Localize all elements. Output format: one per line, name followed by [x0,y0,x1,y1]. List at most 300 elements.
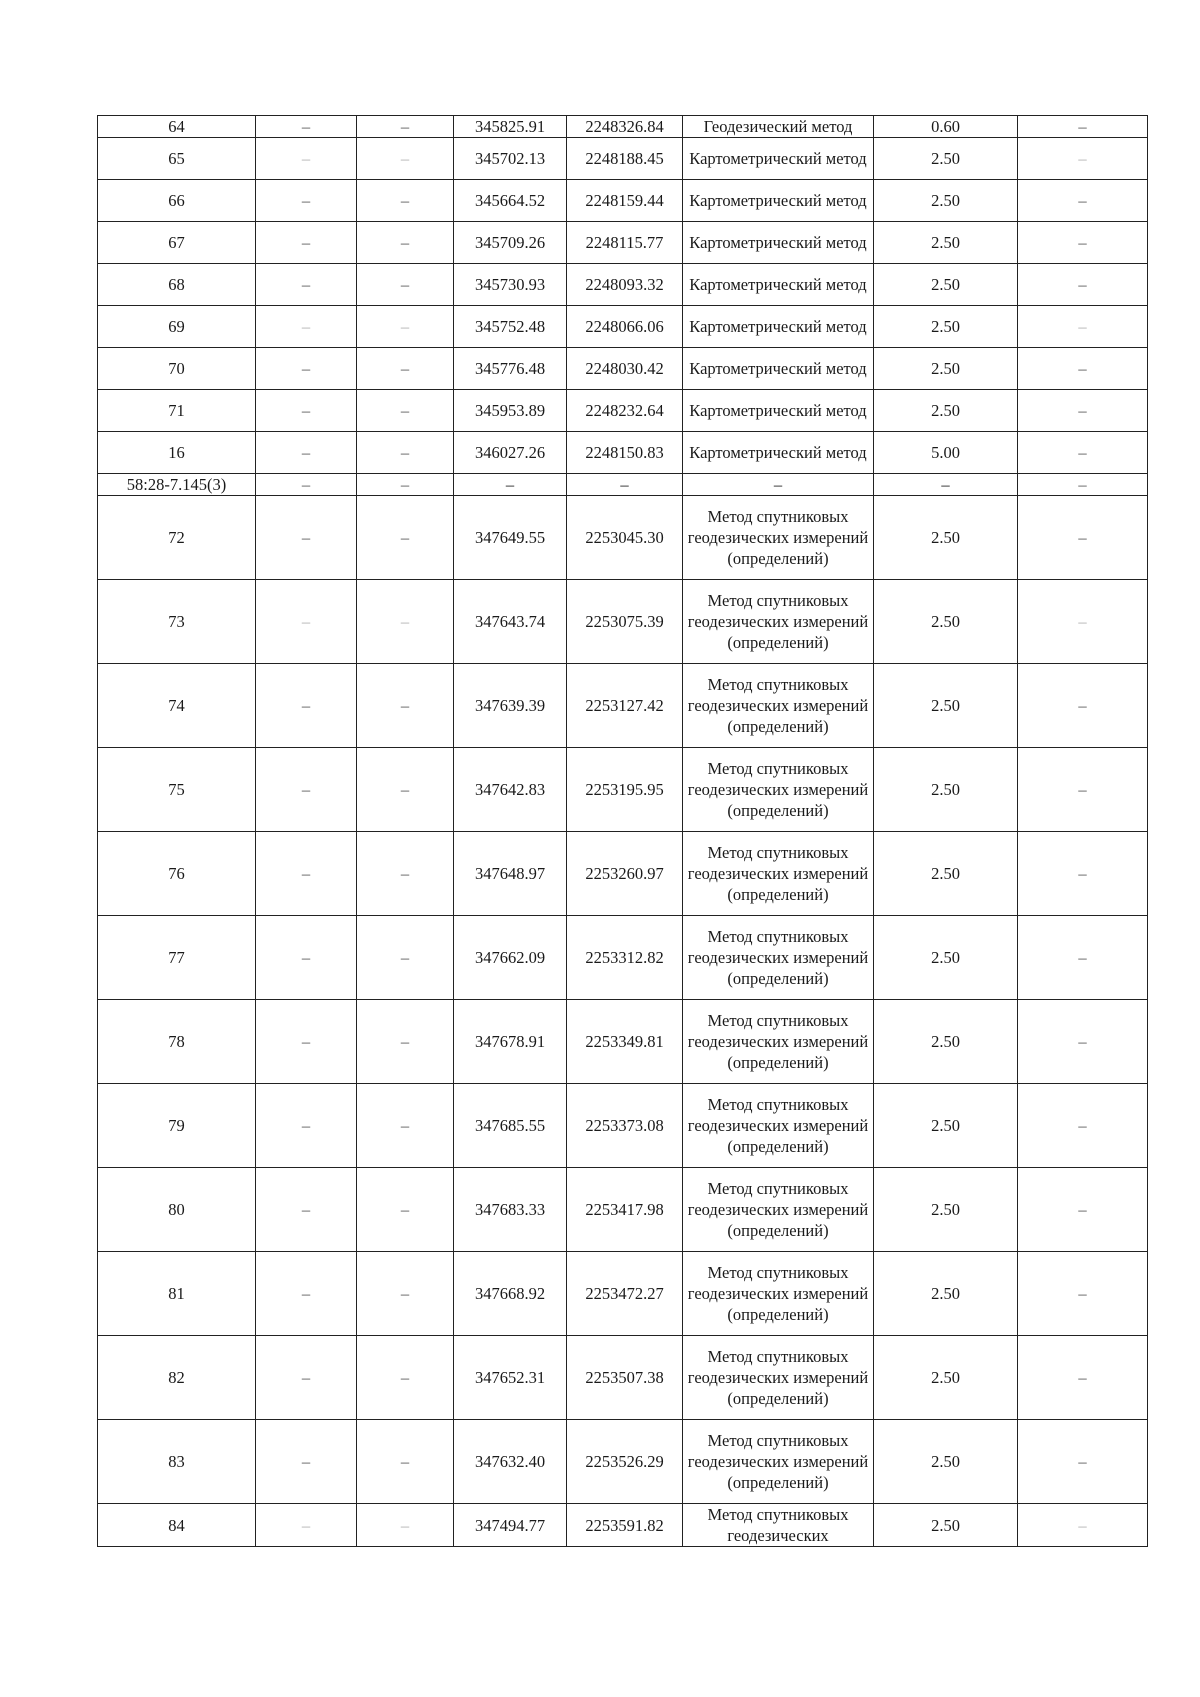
dash-cell-text: – [400,948,410,967]
dash-cell-text: – [1078,528,1087,547]
accuracy-cell [874,496,1018,580]
method-cell-text: Геодезический метод [703,117,853,136]
table-row [98,432,1148,474]
coordinate-x-cell-text: 347632.40 [474,1452,546,1471]
dash-cell [256,180,357,222]
dash-cell [256,1168,357,1252]
coordinate-y-cell [567,264,683,306]
coordinate-y-cell-text: 2253260.97 [585,864,664,883]
dash-cell-text: – [301,117,311,136]
coordinates-table-body [98,116,1148,1547]
accuracy-cell [874,306,1018,348]
table-row [98,1420,1148,1504]
dash-cell-text: – [1078,864,1087,883]
point-number-cell-text: 74 [168,696,185,715]
dash-cell [1018,138,1148,180]
dash-cell-text: – [400,475,410,494]
dash-cell [1018,1168,1148,1252]
dash-cell-text: – [400,233,410,252]
method-cell [683,496,874,580]
point-number-cell [98,496,256,580]
dash-cell [256,1336,357,1420]
coordinate-x-cell-text: 347668.92 [474,1284,546,1303]
table-row [98,348,1148,390]
point-number-cell [98,1252,256,1336]
coordinate-x-cell [454,748,567,832]
point-number-cell [98,916,256,1000]
coordinate-y-cell-text: 2253312.82 [585,948,664,967]
point-number-cell-text: 66 [168,191,185,210]
accuracy-cell-text: 2.50 [931,1032,960,1051]
dash-cell-text: – [1078,1368,1087,1387]
coordinate-y-cell [567,1168,683,1252]
coordinate-x-cell [454,116,567,138]
method-cell [683,116,874,138]
accuracy-cell [874,580,1018,664]
accuracy-cell [874,664,1018,748]
point-number-cell [98,1084,256,1168]
accuracy-cell-text: 0.60 [931,117,960,136]
dash-cell [256,1000,357,1084]
dash-cell [357,180,454,222]
coordinate-y-cell [567,1084,683,1168]
dash-cell-text: – [301,528,311,547]
point-number-cell [98,222,256,264]
dash-cell [1018,832,1148,916]
dash-cell [1018,1252,1148,1336]
accuracy-cell [874,748,1018,832]
method-cell-text: Метод спутниковых геодезических [707,1505,849,1545]
accuracy-cell [874,832,1018,916]
coordinate-x-cell-text: 347652.31 [474,1368,546,1387]
dash-cell [1018,496,1148,580]
accuracy-cell-text: 5.00 [931,443,960,462]
dash-cell [1018,390,1148,432]
coordinate-y-cell [567,390,683,432]
coordinate-x-cell [454,1420,567,1504]
coordinate-x-cell-text: 345776.48 [474,359,546,378]
point-number-cell-text: 65 [168,149,185,168]
coordinate-x-cell [454,1168,567,1252]
coordinate-y-cell [567,496,683,580]
accuracy-cell-text: 2.50 [931,1368,960,1387]
method-cell-text: Метод спутниковых геодезических измерений (определений) [687,507,869,568]
dash-cell-text: – [301,1032,311,1051]
table-row [98,1000,1148,1084]
dash-cell [1018,664,1148,748]
coordinate-y-cell-text: 2253526.29 [585,1452,664,1471]
dash-cell [357,1504,454,1547]
method-cell [683,222,874,264]
accuracy-cell [874,432,1018,474]
dash-cell-text: – [1078,1452,1087,1471]
dash-cell-text: – [301,864,311,883]
dash-cell [357,832,454,916]
dash-cell-text: – [301,1452,311,1471]
dash-cell [256,474,357,496]
dash-cell-text: – [301,1368,311,1387]
accuracy-cell-text: 2.50 [931,864,960,883]
method-cell [683,580,874,664]
coordinates-table [97,115,1148,1547]
point-number-cell-text: 72 [168,528,185,547]
accuracy-cell [874,116,1018,138]
coordinate-x-cell-text: 346027.26 [474,443,546,462]
coordinate-y-cell-text: 2253507.38 [585,1368,664,1387]
accuracy-cell-text: 2.50 [931,401,960,420]
coordinate-x-cell [454,832,567,916]
accuracy-cell [874,1000,1018,1084]
coordinate-y-cell [567,1252,683,1336]
coordinate-y-cell-text: 2253127.42 [585,696,664,715]
dash-cell-text: – [301,233,311,252]
method-cell-text: Картометрический метод [689,149,867,168]
dash-cell-text: – [301,475,311,494]
accuracy-cell-text: 2.50 [931,359,960,378]
method-cell-text: Картометрический метод [689,191,867,210]
coordinate-x-cell-text: 347639.39 [474,696,546,715]
accuracy-cell [874,348,1018,390]
coordinate-y-cell-text: 2248326.84 [585,117,664,136]
coordinate-y-cell [567,432,683,474]
dash-cell-text: – [1078,1284,1087,1303]
point-number-cell [98,1168,256,1252]
coordinate-x-cell-text: 347649.55 [474,528,546,547]
point-number-cell [98,1504,256,1547]
point-number-cell-text: 68 [168,275,185,294]
coordinate-x-cell [454,348,567,390]
method-cell-text: – [773,475,783,494]
accuracy-cell [874,1420,1018,1504]
coordinate-y-cell-text: 2253045.30 [585,528,664,547]
dash-cell-text: – [1078,1116,1087,1135]
dash-cell-text: – [301,1515,311,1535]
dash-cell [357,348,454,390]
coordinate-x-cell-text: 347642.83 [474,780,546,799]
coordinate-x-cell [454,432,567,474]
coordinate-y-cell [567,748,683,832]
point-number-cell-text: 73 [168,612,185,631]
dash-cell-text: – [400,317,410,336]
point-number-cell-text: 79 [168,1116,185,1135]
coordinate-y-cell [567,348,683,390]
coordinate-x-cell [454,264,567,306]
point-number-cell [98,264,256,306]
table-row [98,916,1148,1000]
accuracy-cell-text: 2.50 [931,528,960,547]
dash-cell [1018,748,1148,832]
dash-cell-text: – [301,612,311,631]
dash-cell [256,832,357,916]
dash-cell [1018,1420,1148,1504]
method-cell-text: Метод спутниковых геодезических измерений (определений) [687,675,869,736]
dash-cell [1018,116,1148,138]
coordinate-x-cell [454,390,567,432]
dash-cell-text: – [301,359,311,378]
accuracy-cell [874,180,1018,222]
dash-cell [256,1252,357,1336]
dash-cell-text: – [400,1116,410,1135]
accuracy-cell-text: 2.50 [931,275,960,294]
dash-cell [357,1168,454,1252]
dash-cell [1018,348,1148,390]
dash-cell-text: – [400,117,410,136]
dash-cell [1018,1504,1148,1547]
dash-cell [1018,1336,1148,1420]
dash-cell [1018,432,1148,474]
coordinate-x-cell-text: 347494.77 [474,1515,546,1535]
table-row [98,116,1148,138]
coordinate-x-cell-text: 345664.52 [474,191,546,210]
table-row [98,138,1148,180]
dash-cell-text: – [301,275,311,294]
dash-cell [357,1000,454,1084]
method-cell [683,264,874,306]
dash-cell [357,1336,454,1420]
dash-cell [1018,1084,1148,1168]
accuracy-cell-text: 2.50 [931,612,960,631]
method-cell-text: Метод спутниковых геодезических измерений (определений) [687,1179,869,1240]
coordinate-y-cell [567,180,683,222]
dash-cell-text: – [301,780,311,799]
coordinate-y-cell [567,580,683,664]
coordinate-x-cell [454,1084,567,1168]
dash-cell [256,138,357,180]
method-cell [683,138,874,180]
coordinate-y-cell [567,1504,683,1547]
point-number-cell [98,748,256,832]
point-number-cell [98,138,256,180]
accuracy-cell-text: 2.50 [931,1116,960,1135]
coordinate-x-cell-text: 347678.91 [474,1032,546,1051]
point-number-cell [98,474,256,496]
dash-cell [256,748,357,832]
coordinate-x-cell-text: 347685.55 [474,1116,546,1135]
dash-cell-text: – [301,191,311,210]
point-number-cell [98,1000,256,1084]
dash-cell [256,264,357,306]
method-cell-text: Картометрический метод [689,359,867,378]
point-number-cell-text: 67 [168,233,185,252]
dash-cell-text: – [400,1368,410,1387]
dash-cell-text: – [301,696,311,715]
accuracy-cell-text: 2.50 [931,1452,960,1471]
dash-cell [256,390,357,432]
coordinate-y-cell [567,1336,683,1420]
dash-cell [256,496,357,580]
accuracy-cell [874,474,1018,496]
accuracy-cell-text: 2.50 [931,948,960,967]
coordinate-x-cell [454,1504,567,1547]
method-cell [683,390,874,432]
method-cell-text: Метод спутниковых геодезических измерений (определений) [687,1431,869,1492]
dash-cell [1018,306,1148,348]
point-number-cell [98,116,256,138]
coordinate-x-cell-text: 347648.97 [474,864,546,883]
dash-cell-text: – [400,275,410,294]
table-row [98,390,1148,432]
coordinate-x-cell-text: 345752.48 [474,317,546,336]
dash-cell [357,1252,454,1336]
point-number-cell-text: 75 [168,780,185,799]
dash-cell [256,1084,357,1168]
dash-cell [256,580,357,664]
method-cell [683,1084,874,1168]
dash-cell [1018,474,1148,496]
method-cell [683,664,874,748]
coordinate-x-cell [454,1336,567,1420]
method-cell-text: Метод спутниковых геодезических измерений (определений) [687,1263,869,1324]
method-cell-text: Метод спутниковых геодезических измерений (определений) [687,1095,869,1156]
dash-cell-text: – [1078,359,1087,378]
point-number-cell-text: 76 [168,864,185,883]
dash-cell [357,306,454,348]
dash-cell-text: – [1078,233,1087,252]
dash-cell [357,264,454,306]
method-cell-text: Метод спутниковых геодезических измерений (определений) [687,591,869,652]
method-cell-text: Метод спутниковых геодезических измерений (определений) [687,759,869,820]
point-number-cell-text: 77 [168,948,185,967]
table-row [98,1252,1148,1336]
dash-cell-text: – [400,1200,410,1219]
coordinate-y-cell [567,306,683,348]
dash-cell-text: – [400,359,410,378]
coordinate-y-cell-text: 2248093.32 [585,275,664,294]
coordinate-x-cell [454,222,567,264]
dash-cell [256,1420,357,1504]
coordinate-x-cell [454,1252,567,1336]
dash-cell-text: – [400,612,410,631]
point-number-cell-text: 80 [168,1200,185,1219]
dash-cell-text: – [1078,948,1087,967]
point-number-cell [98,432,256,474]
dash-cell [256,116,357,138]
dash-cell-text: – [301,149,311,168]
coordinate-y-cell [567,664,683,748]
dash-cell [357,474,454,496]
coordinate-y-cell-text: 2253472.27 [585,1284,664,1303]
coordinate-y-cell-text: 2248232.64 [585,401,664,420]
table-row [98,264,1148,306]
point-number-cell-text: 70 [168,359,185,378]
dash-cell-text: – [400,528,410,547]
accuracy-cell-text: 2.50 [931,191,960,210]
accuracy-cell-text: 2.50 [931,233,960,252]
accuracy-cell-text: 2.50 [931,149,960,168]
coordinate-x-cell [454,474,567,496]
method-cell-text: Картометрический метод [689,233,867,252]
coordinate-y-cell-text: 2253195.95 [585,780,664,799]
dash-cell-text: – [301,1200,311,1219]
dash-cell-text: – [301,443,311,462]
method-cell-text: Картометрический метод [689,275,867,294]
method-cell [683,748,874,832]
table-row [98,580,1148,664]
coordinate-x-cell-text: 347683.33 [474,1200,546,1219]
point-number-cell [98,580,256,664]
dash-cell [357,748,454,832]
method-cell [683,474,874,496]
dash-cell [1018,580,1148,664]
point-number-cell-text: 16 [168,443,185,462]
dash-cell-text: – [301,948,311,967]
coordinate-x-cell-text: 345825.91 [474,117,546,136]
dash-cell-text: – [301,1284,311,1303]
table-row [98,832,1148,916]
dash-cell-text: – [301,401,311,420]
dash-cell-text: – [1078,149,1087,168]
dash-cell-text: – [1078,475,1087,494]
coordinate-y-cell-text: 2253591.82 [585,1515,664,1535]
dash-cell-text: – [1078,117,1087,136]
coordinate-y-cell [567,832,683,916]
dash-cell [256,1504,357,1547]
accuracy-cell [874,1504,1018,1547]
coordinate-x-cell [454,496,567,580]
point-number-cell-text: 71 [168,401,185,420]
method-cell [683,916,874,1000]
coordinate-y-cell-text: 2248150.83 [585,443,664,462]
dash-cell [357,580,454,664]
document-page [97,115,1148,1547]
dash-cell-text: – [1078,780,1087,799]
coordinate-y-cell-text: – [620,475,629,494]
dash-cell-text: – [1078,1200,1087,1219]
table-row [98,1084,1148,1168]
method-cell [683,1000,874,1084]
accuracy-cell [874,916,1018,1000]
coordinate-x-cell [454,580,567,664]
table-row [98,1168,1148,1252]
coordinate-y-cell-text: 2248159.44 [585,191,664,210]
dash-cell-text: – [400,780,410,799]
coordinate-x-cell-text: 345709.26 [474,233,546,252]
dash-cell-text: – [400,1452,410,1471]
point-number-cell-text: 78 [168,1032,185,1051]
method-cell [683,832,874,916]
method-cell-text: Картометрический метод [689,317,867,336]
method-cell [683,1252,874,1336]
table-row [98,1504,1148,1547]
table-row [98,496,1148,580]
dash-cell-text: – [400,1515,410,1535]
coordinate-y-cell [567,116,683,138]
coordinate-y-cell-text: 2253373.08 [585,1116,664,1135]
coordinate-y-cell [567,1420,683,1504]
coordinate-y-cell-text: 2248188.45 [585,149,664,168]
accuracy-cell [874,1336,1018,1420]
point-number-cell [98,348,256,390]
coordinate-y-cell-text: 2248115.77 [585,233,664,252]
coordinate-y-cell [567,1000,683,1084]
method-cell [683,1504,874,1547]
dash-cell [1018,222,1148,264]
table-row [98,664,1148,748]
method-cell [683,180,874,222]
dash-cell [256,348,357,390]
method-cell [683,306,874,348]
method-cell-text: Картометрический метод [689,401,867,420]
coordinate-y-cell [567,916,683,1000]
coordinate-x-cell [454,1000,567,1084]
dash-cell-text: – [400,864,410,883]
method-cell [683,348,874,390]
coordinate-y-cell-text: 2253349.81 [585,1032,664,1051]
method-cell-text: Метод спутниковых геодезических измерений (определений) [687,1347,869,1408]
accuracy-cell-text: 2.50 [931,696,960,715]
dash-cell [357,116,454,138]
dash-cell [357,390,454,432]
